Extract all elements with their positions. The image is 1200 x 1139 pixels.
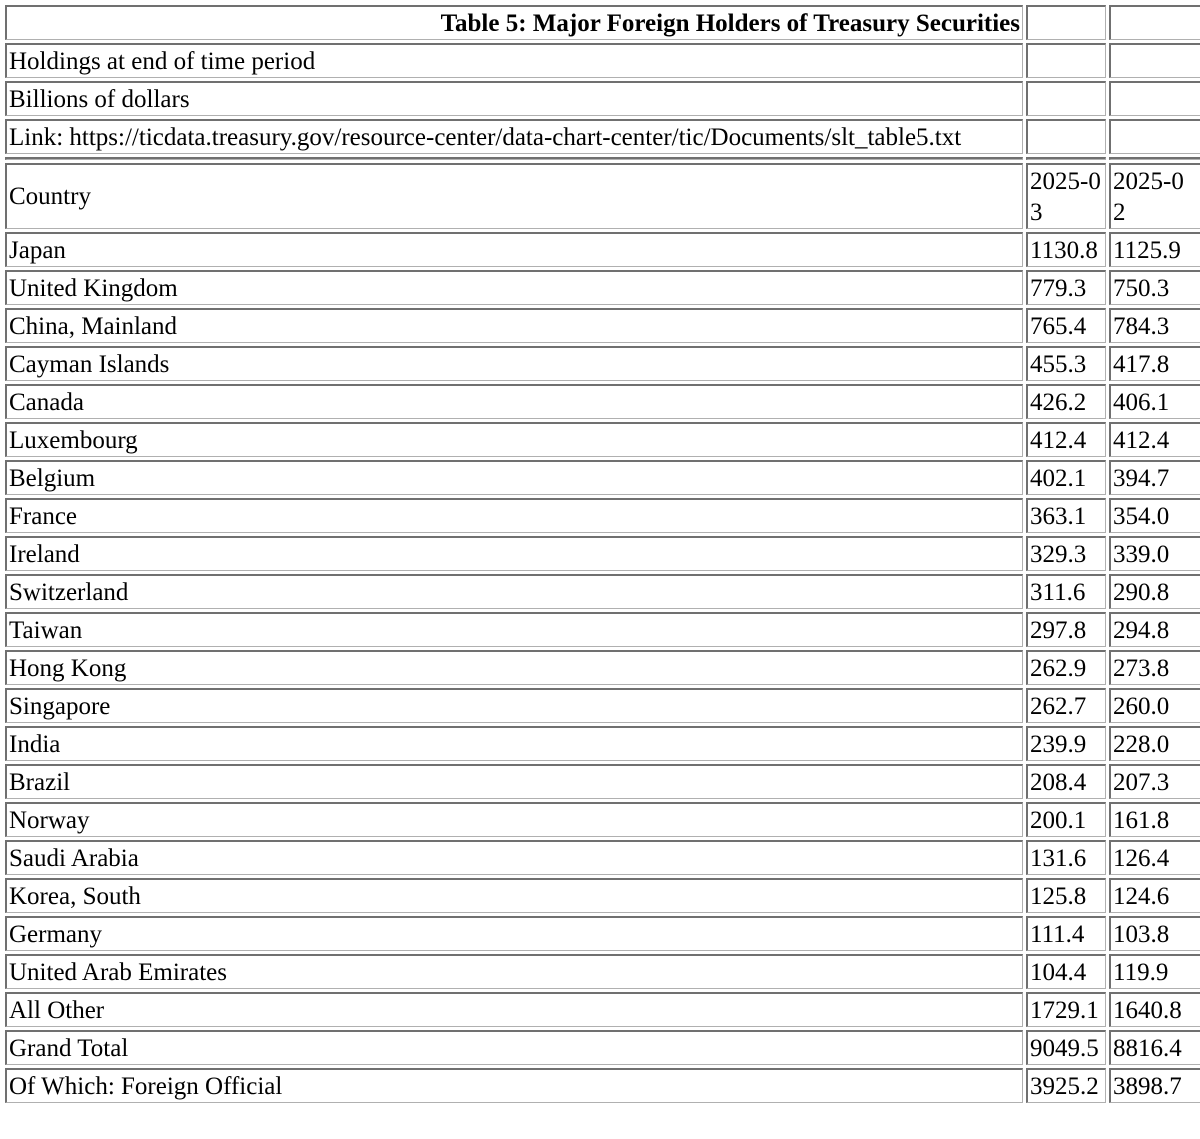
- value-2025-02-cell: 290.8: [1109, 574, 1200, 609]
- country-cell: Canada: [5, 384, 1023, 419]
- value-2025-02-cell: 1125.9: [1109, 232, 1200, 267]
- treasury-holders-table: [2, 2, 1200, 1106]
- country-cell: Cayman Islands: [5, 346, 1023, 381]
- country-cell: United Arab Emirates: [5, 954, 1023, 989]
- country-cell: Ireland: [5, 536, 1023, 571]
- empty-cell: [1026, 81, 1106, 116]
- separator-cell: [1026, 157, 1106, 160]
- value-2025-02-cell: 103.8: [1109, 916, 1200, 951]
- value-2025-03-cell: 239.9: [1026, 726, 1106, 761]
- value-2025-02-cell: 784.3: [1109, 308, 1200, 343]
- empty-cell: [1026, 43, 1106, 78]
- country-cell: Of Which: Foreign Official: [5, 1068, 1023, 1103]
- table-row: [5, 954, 1200, 989]
- value-2025-03-cell: 131.6: [1026, 840, 1106, 875]
- value-2025-02-cell: 3898.7: [1109, 1068, 1200, 1103]
- table-row: [5, 878, 1200, 913]
- table-row: [5, 346, 1200, 381]
- value-2025-02-cell: 161.8: [1109, 802, 1200, 837]
- value-2025-02-cell: 339.0: [1109, 536, 1200, 571]
- table-row: [5, 650, 1200, 685]
- value-2025-03-cell: 363.1: [1026, 498, 1106, 533]
- value-2025-02-cell: 124.6: [1109, 878, 1200, 913]
- table-row: [5, 612, 1200, 647]
- column-header-country: Country: [5, 163, 1023, 229]
- country-cell: Belgium: [5, 460, 1023, 495]
- separator-row: [5, 157, 1200, 160]
- table-row: [5, 232, 1200, 267]
- value-2025-02-cell: 273.8: [1109, 650, 1200, 685]
- value-2025-03-cell: 426.2: [1026, 384, 1106, 419]
- value-2025-03-cell: 779.3: [1026, 270, 1106, 305]
- table-row: [5, 498, 1200, 533]
- table-row: [5, 308, 1200, 343]
- empty-cell: [1026, 5, 1106, 40]
- value-2025-02-cell: 406.1: [1109, 384, 1200, 419]
- title-row: [5, 5, 1200, 40]
- table-row: [5, 916, 1200, 951]
- country-cell: China, Mainland: [5, 308, 1023, 343]
- table-row: [5, 1030, 1200, 1065]
- value-2025-03-cell: 297.8: [1026, 612, 1106, 647]
- country-cell: India: [5, 726, 1023, 761]
- document-page: [2, 2, 1200, 1106]
- value-2025-03-cell: 3925.2: [1026, 1068, 1106, 1103]
- country-cell: Brazil: [5, 764, 1023, 799]
- separator-cell: [5, 157, 1023, 160]
- table-row: [5, 840, 1200, 875]
- value-2025-03-cell: 311.6: [1026, 574, 1106, 609]
- column-header-2025-02: [1109, 163, 1200, 229]
- source-link[interactable]: Link: https://ticdata.treasury.gov/resource-center/data-chart-center/tic/Documents/slt_table5.txt: [5, 119, 1023, 154]
- subtitle-row: [5, 43, 1200, 78]
- value-2025-02-cell: 119.9: [1109, 954, 1200, 989]
- value-2025-03-cell: 200.1: [1026, 802, 1106, 837]
- value-2025-02-cell: 354.0: [1109, 498, 1200, 533]
- value-2025-03-cell: 208.4: [1026, 764, 1106, 799]
- country-cell: France: [5, 498, 1023, 533]
- empty-cell: [1109, 5, 1200, 40]
- value-2025-03-cell: 262.7: [1026, 688, 1106, 723]
- value-2025-03-cell: 765.4: [1026, 308, 1106, 343]
- value-2025-03-cell: 1729.1: [1026, 992, 1106, 1027]
- value-2025-02-cell: 207.3: [1109, 764, 1200, 799]
- value-2025-03-cell: 262.9: [1026, 650, 1106, 685]
- value-2025-02-cell: 412.4: [1109, 422, 1200, 457]
- value-2025-03-cell: 9049.5: [1026, 1030, 1106, 1065]
- table-row: [5, 574, 1200, 609]
- value-2025-03-cell: 125.8: [1026, 878, 1106, 913]
- country-cell: Hong Kong: [5, 650, 1023, 685]
- country-cell: United Kingdom: [5, 270, 1023, 305]
- country-cell: Saudi Arabia: [5, 840, 1023, 875]
- country-cell: Germany: [5, 916, 1023, 951]
- table-row: [5, 802, 1200, 837]
- empty-cell: [1026, 119, 1106, 154]
- table-title: Table 5: Major Foreign Holders of Treasury Securities: [5, 5, 1023, 40]
- table-row: [5, 1068, 1200, 1103]
- value-2025-02-cell: 1640.8: [1109, 992, 1200, 1027]
- value-2025-03-cell: 104.4: [1026, 954, 1106, 989]
- value-2025-02-cell: 417.8: [1109, 346, 1200, 381]
- country-cell: Switzerland: [5, 574, 1023, 609]
- table-row: [5, 536, 1200, 571]
- table-row: [5, 764, 1200, 799]
- table-row: [5, 384, 1200, 419]
- header-row: [5, 163, 1200, 229]
- country-cell: Japan: [5, 232, 1023, 267]
- table-row: [5, 422, 1200, 457]
- country-cell: Taiwan: [5, 612, 1023, 647]
- table-subtitle: Holdings at end of time period: [5, 43, 1023, 78]
- value-2025-02-cell: 228.0: [1109, 726, 1200, 761]
- country-cell: Luxembourg: [5, 422, 1023, 457]
- value-2025-03-cell: 111.4: [1026, 916, 1106, 951]
- value-2025-02-cell: 8816.4: [1109, 1030, 1200, 1065]
- table-row: [5, 460, 1200, 495]
- value-2025-03-cell: 1130.8: [1026, 232, 1106, 267]
- country-cell: Norway: [5, 802, 1023, 837]
- value-2025-03-cell: 412.4: [1026, 422, 1106, 457]
- table-row: [5, 726, 1200, 761]
- value-2025-03-cell: 329.3: [1026, 536, 1106, 571]
- value-2025-02-cell: 260.0: [1109, 688, 1200, 723]
- value-2025-02-cell: 394.7: [1109, 460, 1200, 495]
- column-header-2025-03-text: 2025-03: [1030, 167, 1101, 226]
- column-header-2025-02-text: 2025-02: [1113, 167, 1184, 226]
- table-row: [5, 688, 1200, 723]
- value-2025-02-cell: 750.3: [1109, 270, 1200, 305]
- value-2025-03-cell: 402.1: [1026, 460, 1106, 495]
- link-row: [5, 119, 1200, 154]
- separator-cell: [1109, 157, 1200, 160]
- country-cell: Singapore: [5, 688, 1023, 723]
- table-units: Billions of dollars: [5, 81, 1023, 116]
- value-2025-02-cell: 294.8: [1109, 612, 1200, 647]
- empty-cell: [1109, 119, 1200, 154]
- value-2025-03-cell: 455.3: [1026, 346, 1106, 381]
- country-cell: Korea, South: [5, 878, 1023, 913]
- units-row: [5, 81, 1200, 116]
- column-header-2025-03: [1026, 163, 1106, 229]
- empty-cell: [1109, 43, 1200, 78]
- country-cell: Grand Total: [5, 1030, 1023, 1065]
- value-2025-02-cell: 126.4: [1109, 840, 1200, 875]
- empty-cell: [1109, 81, 1200, 116]
- table-row: [5, 270, 1200, 305]
- table-row: [5, 992, 1200, 1027]
- country-cell: All Other: [5, 992, 1023, 1027]
